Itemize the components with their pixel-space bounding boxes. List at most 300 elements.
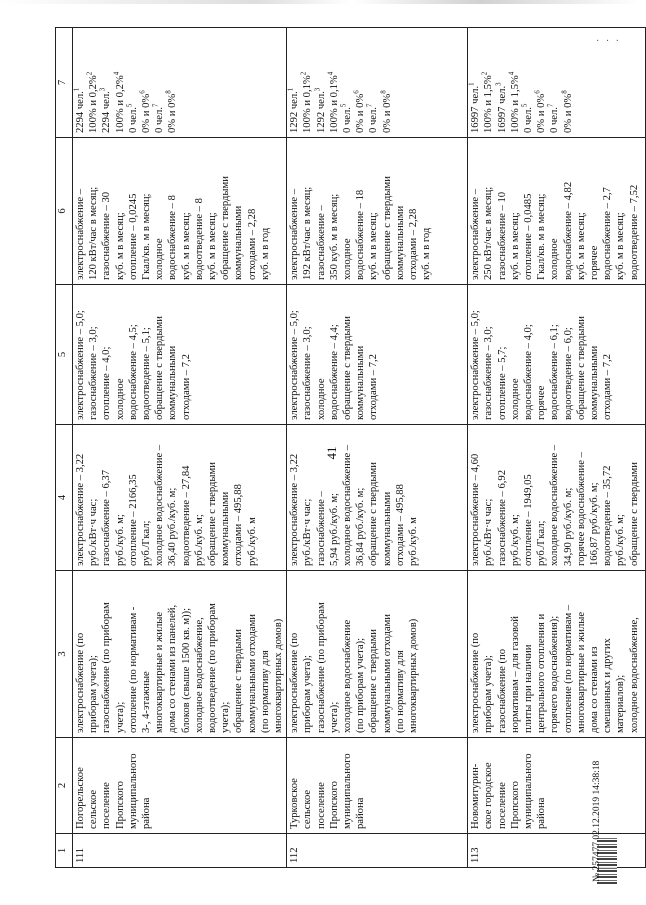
cell-text: 0% и 0% xyxy=(536,93,548,133)
cell-line xyxy=(166,142,179,280)
cell-text: 16997 чел. xyxy=(496,85,508,133)
row-number: 111 xyxy=(73,834,287,868)
cell-text: 34,90 руб./куб. м; xyxy=(562,487,574,566)
cell-line xyxy=(496,742,509,829)
cell-line xyxy=(87,142,100,280)
cell-text: сельское xyxy=(302,789,314,829)
cell-line xyxy=(562,32,575,133)
cell-line xyxy=(420,142,433,280)
tariff-table xyxy=(55,27,646,868)
cell-line xyxy=(614,429,627,566)
cell-text: холодное xyxy=(114,378,126,420)
cell-text: дома со стенами из панелей, xyxy=(167,604,179,733)
cell-text: учета); xyxy=(114,701,126,733)
cell-line xyxy=(74,289,87,420)
cell-line xyxy=(100,575,113,733)
cell-text: отходами – 7,2 xyxy=(180,354,192,420)
cell-line xyxy=(354,142,367,280)
cell-text: отопление (по нормативам - xyxy=(127,606,139,733)
cell-text: горячее водоснабжение – xyxy=(575,452,587,566)
cell-line xyxy=(140,142,153,280)
cell-text: обращение с твердыми xyxy=(628,462,640,566)
footnote-mark: 6 xyxy=(533,90,542,94)
cell-text: Гкал/кв. м в месяц; xyxy=(536,193,548,280)
cell-text: учета); xyxy=(328,701,340,733)
cell-line xyxy=(74,142,87,280)
cell-text: 5,94 руб./куб. м; xyxy=(328,493,340,566)
cell-line xyxy=(367,575,380,733)
footnote-mark: 4 xyxy=(112,71,121,76)
cell-text: электроснабжение – 3,22 xyxy=(289,453,301,566)
cell-line xyxy=(127,32,140,133)
cell-text: холодное водоснабжение – xyxy=(342,444,354,566)
cell-text: отходами – 2,28 xyxy=(408,208,420,280)
cell-line xyxy=(206,429,219,566)
cell-text: коммунальными xyxy=(355,345,367,420)
cell-text: (по нормативу для xyxy=(259,650,271,733)
cell-line xyxy=(562,142,575,280)
cell-text: горячего водоснабжения); xyxy=(549,615,561,733)
cell-text: 0 чел. xyxy=(523,107,535,133)
cell-line xyxy=(315,289,328,420)
cell-line xyxy=(127,289,140,420)
cell-line xyxy=(166,289,179,420)
cell-text: Пропского xyxy=(328,781,340,829)
footnote-mark: 1 xyxy=(72,87,81,92)
cell-line xyxy=(562,289,575,420)
cell-text: коммунальными xyxy=(394,205,406,280)
cell-text: куб. м в год xyxy=(421,227,433,280)
cell-text: куб. м в месяц; xyxy=(368,212,380,280)
cell-line xyxy=(180,289,193,420)
cell-line xyxy=(259,575,272,733)
cell-line xyxy=(288,742,301,829)
cell-line xyxy=(301,32,314,133)
cell-line xyxy=(87,575,100,733)
cell-text: дома со стенами из xyxy=(589,646,601,733)
cell-line xyxy=(381,142,394,280)
row-number: 112 xyxy=(287,834,468,868)
cell-text: водоснабжение – 4,0; xyxy=(523,324,535,420)
cell-line xyxy=(548,289,561,420)
cell-text: холодное xyxy=(342,238,354,280)
cell-text: руб./куб. м; xyxy=(114,514,126,566)
cell-text: многоквартирных домов) xyxy=(273,618,285,733)
cell-text: куб. м в месяц; xyxy=(575,212,587,280)
cell-line xyxy=(100,429,113,566)
cell-text: 0% и 0% xyxy=(167,93,179,133)
cell-line xyxy=(469,429,482,566)
cell-text: обращение с твердыми xyxy=(220,176,232,280)
cell-line xyxy=(535,32,548,133)
cell-line xyxy=(315,429,328,566)
cell-text: коммунальными отходами xyxy=(246,614,258,733)
cell-text: многоквартирные и жилые xyxy=(154,611,166,733)
cell-text: водоотведение – 7,52 xyxy=(628,184,640,280)
cell-text: многоквартирные и жилые xyxy=(575,611,587,733)
cell-line xyxy=(535,429,548,566)
cell-line xyxy=(301,142,314,280)
cell-text: руб./куб. м xyxy=(408,517,420,566)
cell-line xyxy=(341,575,354,733)
cell-text: 0% и 0% xyxy=(141,93,153,133)
cell-text: газоснабжение – xyxy=(315,491,327,566)
cell-text: холодное xyxy=(549,238,561,280)
cell-text: горячее xyxy=(589,245,601,280)
cell-line xyxy=(87,289,100,420)
cell-text: обращение с твердыми xyxy=(368,629,380,733)
cell-text: 1292 чел. xyxy=(315,91,327,133)
cell-text: отходами – 7,2 xyxy=(602,354,614,420)
cell-text: приборам учета); xyxy=(88,655,100,733)
cell-line xyxy=(354,289,367,420)
cell-text: газоснабжение – 6,37 xyxy=(101,470,113,566)
cell-line xyxy=(367,142,380,280)
cell-line xyxy=(153,575,166,733)
cell-line xyxy=(522,742,535,829)
cell-line xyxy=(601,429,614,566)
cell-text: поселение xyxy=(315,782,327,829)
cell-tariffs xyxy=(468,425,646,571)
cell-text: центрального отопления и xyxy=(536,613,548,733)
cell-line xyxy=(140,289,153,420)
footnote-mark: 7 xyxy=(151,103,160,108)
cell-line xyxy=(87,742,100,829)
cell-text: руб./куб. м; xyxy=(509,514,521,566)
cell-line xyxy=(315,142,328,280)
cell-line xyxy=(522,289,535,420)
cell-text: электроснабжение – 3,22 xyxy=(75,453,86,566)
cell-line xyxy=(193,142,206,280)
cell-line xyxy=(166,575,179,733)
stamp-text: № 257477 02.12.2019 14:38:18 xyxy=(592,760,602,882)
footnote-mark: 4 xyxy=(326,71,335,76)
cell-line xyxy=(469,32,482,133)
cell-text: 2294 чел. xyxy=(75,91,86,133)
cell-text: приборам учета); xyxy=(302,655,314,733)
cell-line xyxy=(548,142,561,280)
cell-line xyxy=(127,742,140,829)
cell-text: газоснабжение (по xyxy=(496,649,508,733)
cell-text: водоотведение – 35,72 xyxy=(602,465,614,566)
cell-line xyxy=(288,289,301,420)
cell-line xyxy=(180,429,193,566)
cell-line xyxy=(394,575,407,733)
cell-text: обращение с твердыми xyxy=(368,462,380,566)
cell-text: куб. м в месяц; xyxy=(114,212,126,280)
cell-text: 3-, 4-этажные xyxy=(141,671,153,733)
cell-text: газоснабжение – 3,0; xyxy=(88,326,100,420)
footnote-mark: 5 xyxy=(520,103,529,108)
cell-text: (по нормативу для xyxy=(394,650,406,733)
cell-line xyxy=(482,142,495,280)
cell-text: 0 чел. xyxy=(549,107,561,133)
cell-text: отопление – 0,0245 xyxy=(127,193,139,280)
cell-text: электроснабжение – xyxy=(289,188,301,280)
cell-line xyxy=(562,575,575,733)
cell-line xyxy=(87,32,100,133)
cell-line xyxy=(575,289,588,420)
cell-text: ское городское xyxy=(483,762,495,829)
cell-text: 0% и 0% xyxy=(355,93,367,133)
cell-line xyxy=(114,289,127,420)
cell-services xyxy=(287,571,468,738)
cell-line xyxy=(180,575,193,733)
cell-line xyxy=(407,575,420,733)
cell-line xyxy=(469,289,482,420)
cell-text: коммунальными xyxy=(220,491,232,566)
cell-line xyxy=(328,742,341,829)
cell-text: водоотведение – 8 xyxy=(193,198,205,280)
footnote-mark: 3 xyxy=(494,82,503,86)
cell-text: куб. м в месяц; xyxy=(615,212,627,280)
cell-line xyxy=(74,429,87,566)
cell-text: обращение с твердыми xyxy=(575,316,587,420)
cell-text: отопление (по нормативам – xyxy=(562,604,574,733)
cell-text: обращение с твердыми xyxy=(233,629,245,733)
cell-text: электроснабжение – xyxy=(470,188,482,280)
cell-line xyxy=(153,32,166,133)
col-header-6: 6 xyxy=(56,138,73,285)
cell-text: газоснабжение (по приборам xyxy=(101,602,113,733)
cell-line xyxy=(354,429,367,566)
cell-line xyxy=(74,742,87,829)
footnote-mark: 5 xyxy=(339,103,348,108)
cell-line xyxy=(232,575,245,733)
cell-line xyxy=(407,142,420,280)
cell-line xyxy=(575,575,588,733)
cell-text: обращение с твердыми xyxy=(342,316,354,420)
cell-volumes xyxy=(73,138,287,285)
cell-name xyxy=(468,738,646,834)
cell-line xyxy=(328,429,341,566)
cell-text: материалов); xyxy=(615,674,627,733)
cell-line xyxy=(272,575,285,733)
cell-line xyxy=(193,429,206,566)
document-stamp xyxy=(592,761,602,882)
cell-line xyxy=(535,575,548,733)
cell-text: 250 кВт/час в месяц; xyxy=(483,186,495,280)
cell-line xyxy=(341,32,354,133)
col-header-2: 2 xyxy=(56,738,73,834)
cell-tariffs xyxy=(73,425,287,571)
cell-text: 100% и 1,5% xyxy=(483,75,495,133)
cell-line xyxy=(496,289,509,420)
col-header-7: 7 xyxy=(56,28,73,138)
table-row xyxy=(73,28,287,868)
cell-line xyxy=(548,429,561,566)
cell-services xyxy=(468,571,646,738)
cell-line xyxy=(588,289,601,420)
cell-line xyxy=(588,142,601,280)
footnote-mark: 6 xyxy=(138,90,147,94)
footnote-mark: 4 xyxy=(507,71,516,76)
cell-text: 1292 чел. xyxy=(289,91,301,133)
cell-text: электроснабжение – xyxy=(75,188,86,280)
cell-line xyxy=(193,575,206,733)
cell-indexes xyxy=(287,285,468,425)
cell-line xyxy=(140,575,153,733)
cell-line xyxy=(548,32,561,133)
cell-text: отопление – 1949,05 xyxy=(523,474,535,566)
footnote-mark: 3 xyxy=(98,87,107,92)
cell-line xyxy=(482,289,495,420)
cell-volumes xyxy=(468,138,646,285)
cell-line xyxy=(614,142,627,280)
cell-text: руб./Гкал; xyxy=(141,520,153,566)
cell-text: 0% и 0% xyxy=(381,93,393,133)
cell-text: 350 куб. м в месяц; xyxy=(328,193,340,280)
cell-text: 36,40 руб./куб. м; xyxy=(167,487,179,566)
cell-line xyxy=(482,575,495,733)
cell-line xyxy=(367,289,380,420)
cell-text: электроснабжение – 5,0; xyxy=(289,310,301,420)
cell-text: газоснабжение – 3,0; xyxy=(483,326,495,420)
cell-text: холодное водоснабжение – xyxy=(154,444,166,566)
cell-line xyxy=(407,429,420,566)
cell-line xyxy=(206,575,219,733)
cell-line xyxy=(548,575,561,733)
cell-tariffs xyxy=(287,425,468,571)
cell-line xyxy=(140,742,153,829)
cell-text: Новомитурин- xyxy=(470,763,482,829)
cell-text: отходами – 495,88 xyxy=(233,484,245,566)
cell-text: отопление – 2166,35 xyxy=(127,474,139,566)
cell-indexes xyxy=(73,285,287,425)
cell-line xyxy=(575,429,588,566)
cell-text: отходами – 2,28 xyxy=(246,208,258,280)
scan-edge xyxy=(0,0,640,4)
cell-text: руб./куб. м xyxy=(246,517,258,566)
cell-indexes xyxy=(468,285,646,425)
cell-text: куб. м в месяц; xyxy=(509,212,521,280)
cell-text: холодное водоснабжение xyxy=(342,619,354,733)
cell-line xyxy=(328,142,341,280)
cell-line xyxy=(509,142,522,280)
cell-line xyxy=(114,32,127,133)
cell-line xyxy=(153,142,166,280)
cell-line xyxy=(100,289,113,420)
cell-text: куб. м в месяц; xyxy=(180,212,192,280)
row-number: 113 xyxy=(468,834,646,868)
cell-text: сельское xyxy=(88,789,100,829)
cell-line xyxy=(232,142,245,280)
cell-line xyxy=(219,429,232,566)
col-header-1: 1 xyxy=(56,834,73,868)
cell-text: водоснабжение – 4,5; xyxy=(127,324,139,420)
footnote-mark: 1 xyxy=(467,82,476,86)
cell-text: холодное водоснабжение – xyxy=(549,444,561,566)
cell-line xyxy=(562,429,575,566)
cell-text: отопление – 5,7; xyxy=(496,346,508,420)
cell-text: газоснабжение – 3,0; xyxy=(302,326,314,420)
cell-text: смешанных и других xyxy=(602,638,614,733)
cell-line xyxy=(219,142,232,280)
cell-line xyxy=(328,575,341,733)
cell-line xyxy=(496,142,509,280)
cell-text: 0% и 0% xyxy=(562,93,574,133)
cell-text: водоснабжение – 2,7 xyxy=(602,187,614,280)
cell-line xyxy=(219,575,232,733)
cell-line xyxy=(288,142,301,280)
cell-line xyxy=(100,32,113,133)
cell-line xyxy=(74,575,87,733)
cell-text: холодное xyxy=(315,378,327,420)
cell-text: руб./куб. м; xyxy=(615,514,627,566)
cell-text: куб. м в год xyxy=(259,227,271,280)
footnote-mark: 8 xyxy=(164,90,173,94)
cell-text: 0 чел. xyxy=(342,107,354,133)
cell-text: коммунальными xyxy=(589,345,601,420)
cell-line xyxy=(328,289,341,420)
cell-text: куб. м в месяц; xyxy=(207,212,219,280)
cell-line xyxy=(628,142,641,280)
cell-text: водоснабжение – 6,1; xyxy=(549,324,561,420)
cell-text: муниципального xyxy=(342,753,354,829)
cell-text: водоотведение – 27,84 xyxy=(180,465,192,566)
cell-text: района xyxy=(141,797,153,829)
cell-text: электроснабжение (по xyxy=(75,632,86,733)
cell-text: 166,87 руб./куб. м; xyxy=(589,482,601,566)
cell-line xyxy=(315,742,328,829)
cell-line xyxy=(381,429,394,566)
cell-text: газоснабжение – 30 xyxy=(101,191,113,280)
cell-text: отходами – 495,88 xyxy=(394,484,406,566)
cell-line xyxy=(166,32,179,133)
cell-text: электроснабжение (по xyxy=(289,632,301,733)
cell-line xyxy=(509,575,522,733)
cell-line xyxy=(496,575,509,733)
footnote-mark: 5 xyxy=(125,103,134,108)
cell-text: водоснабжение – 4,82 xyxy=(562,181,574,280)
cell-text: руб./куб. м; xyxy=(193,514,205,566)
cell-line xyxy=(341,742,354,829)
cell-text: поселение xyxy=(496,782,508,829)
cell-line xyxy=(588,429,601,566)
cell-text: 100% и 0,1% xyxy=(328,75,340,133)
cell-line xyxy=(288,429,301,566)
cell-line xyxy=(354,32,367,133)
cell-line xyxy=(469,575,482,733)
cell-text: 192 кВт/час в месяц; xyxy=(302,186,314,280)
cell-line xyxy=(288,575,301,733)
cell-line xyxy=(394,142,407,280)
cell-line xyxy=(315,575,328,733)
scan-noise: · · · xyxy=(596,36,621,47)
cell-text: газоснабжение – 6,92 xyxy=(496,470,508,566)
cell-line xyxy=(127,142,140,280)
cell-line xyxy=(232,429,245,566)
cell-line xyxy=(301,289,314,420)
footnote-mark: 2 xyxy=(480,71,489,76)
cell-line xyxy=(367,429,380,566)
cell-text: руб./кВт·ч час; xyxy=(483,498,495,566)
cell-line xyxy=(354,742,367,829)
cell-text: 100% и 1,5% xyxy=(509,75,521,133)
cell-text: (по приборам учета); xyxy=(355,637,367,733)
cell-line xyxy=(496,32,509,133)
cell-text: отопление – 0,0485 xyxy=(523,193,535,280)
cell-text: водоснабжение – 4,4; xyxy=(328,324,340,420)
cell-text: поселение xyxy=(101,782,113,829)
table-row xyxy=(287,28,468,868)
cell-text: газоснабжение (по приборам xyxy=(315,602,327,733)
cell-line xyxy=(535,142,548,280)
cell-text: коммунальными xyxy=(381,491,393,566)
cell-line xyxy=(100,742,113,829)
cell-text: 0 чел. xyxy=(154,107,166,133)
cell-services xyxy=(73,571,287,738)
